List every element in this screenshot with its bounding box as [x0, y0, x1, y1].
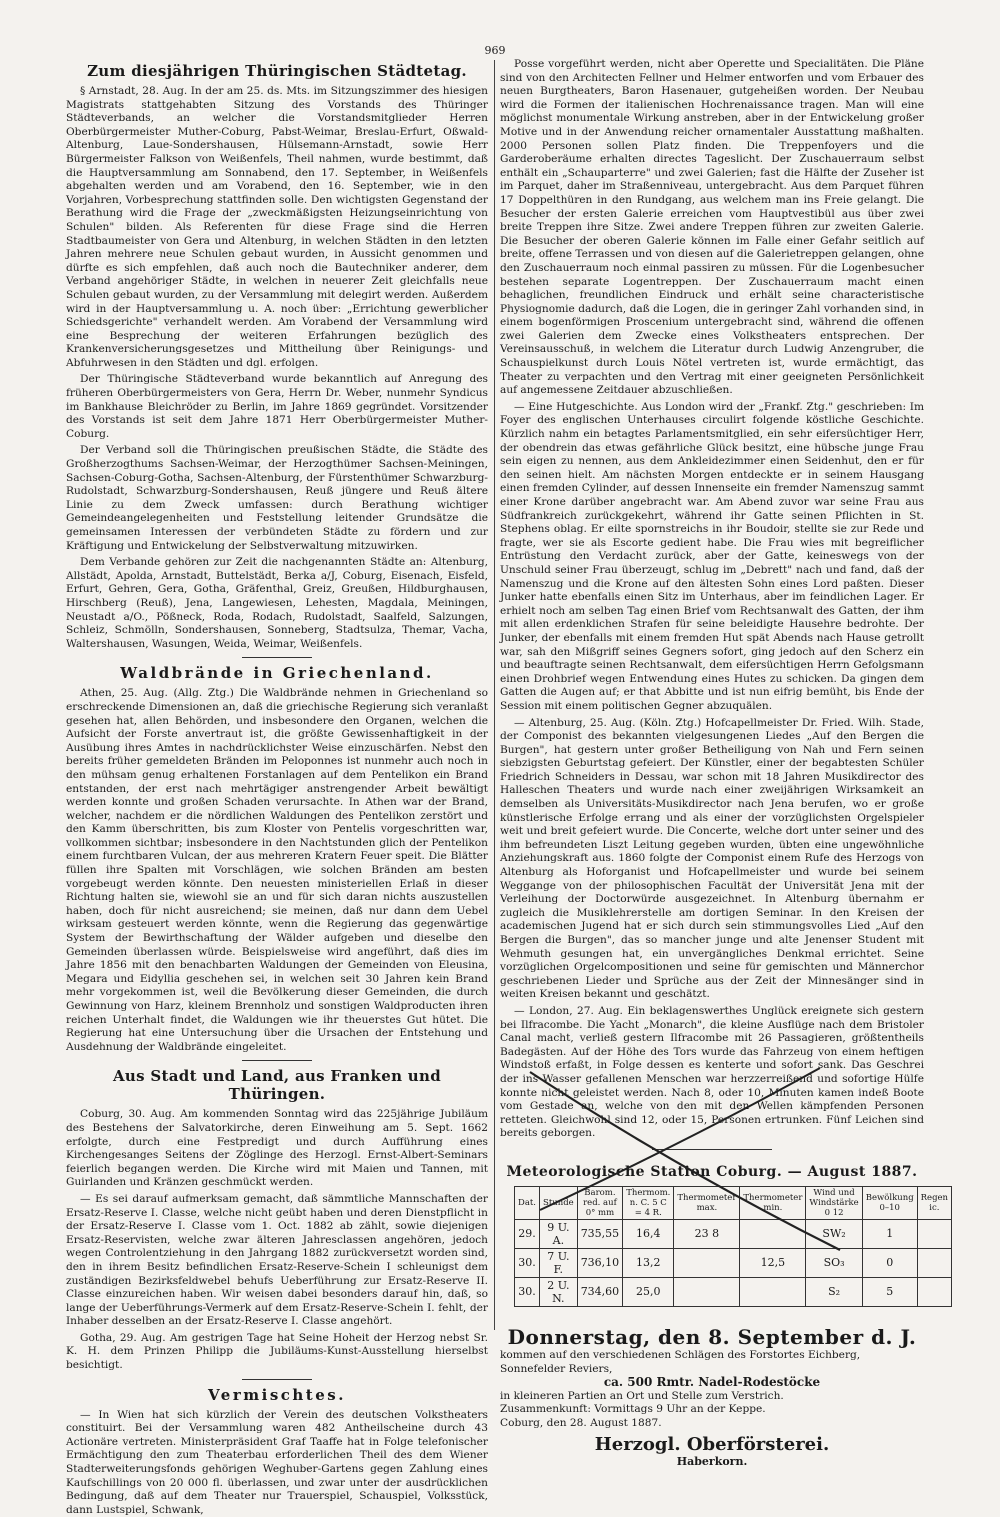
- section-vermischtes: [66, 1409, 488, 1517]
- meteo-cell: 1: [862, 1219, 917, 1248]
- meteo-header-cell: Dat.: [515, 1186, 540, 1219]
- meteo-header-cell: Regen ic.: [917, 1186, 951, 1219]
- paragraph: Der Verband soll die Thüringischen preußischen Städte, die Städte des Großherzogthums Sachsen-Weimar, der Herzogthümer Sachsen-Meiningen, Sachsen-Coburg-Gotha, Sachsen-Altenburg, der Fürstenthümer Schwarzburg-Rudolstadt, Schwarzburg-Sondershausen, Reuß jüngere und Reuß ältere Linie zu dem Zweck umfassen: durch Berathung wichtiger Gemeindeangelegenheiten und Feststellung leitender Grundsätze die gemeinsamen Interessen der verbündeten Städte zu fördern und zur Kräftigung und Entwickelung der Selbstverwaltung mitzuwirken.: [66, 444, 488, 552]
- ad-line: in kleineren Partien an Ort und Stelle zum Verstrich.: [500, 1389, 784, 1402]
- paragraph: § Arnstadt, 28. Aug. In der am 25. ds. Mts. im Sitzungszimmer des hiesigen Magistrats stattgehabten Sitzung des Vorstands des Thüringer Städteverbands, an welcher die Vorstandsmitglieder Herren Oberbürgermeister Muther-Coburg, Pabst-Weimar, Breslau-Erfurt, Oßwald-Altenburg, Laue-Sondershausen, Hülsemann-Arnstadt, sowie Herr Bürgermeister Falkson von Weißenfels, Theil nahmen, wurde bestimmt, daß die Hauptversammlung am Sonnabend, den 17. September, in Weißenfels abgehalten werden und am Vorabend, den 16. September, wie in den Vorjahren, Vorbesprechung stattfinden solle. Den wichtigsten Gegenstand der Berathung wird die Frage der „zweckmäßigsten Heizungseinrichtung von Schulen" bilden. Als Referenten für diese Frage sind die Herren Stadtbaumeister von Gera und Altenburg, in welchen Städten in den letzten Jahren mehrere neue Schulen gebaut wurden, in Aussicht genommen und dürfte es sich empfehlen, daß auch noch die Bautechniker anderer, dem Verband angehöriger Städte, in welchen in neuerer Zeit gleichfalls neue Schulen gebaut wurden, zu der Versammlung mit delegirt werden. Außerdem wird in der Hauptversammlung u. A. noch über: „Errichtung gewerblicher Schiedsgerichte" verhandelt werden. Am Vorabend der Versammlung wird eine Besprechung der weiteren Erfahrungen bezüglich des Krankenversicherungsgesetzes und Mittheilung über Reinigungs- und Abfuhrwesen in den Städten und dgl. erfolgen.: [66, 85, 488, 369]
- meteo-cell: SO₃: [806, 1248, 862, 1277]
- ad-signature: Herzogl. Oberförsterei.: [594, 1434, 830, 1456]
- meteo-body: [515, 1219, 952, 1306]
- meteo-cell: [917, 1219, 951, 1248]
- meteo-cell: 0: [862, 1248, 917, 1277]
- meteo-cell: 12,5: [740, 1248, 806, 1277]
- separator: [242, 657, 312, 658]
- meteo-row: [515, 1277, 952, 1306]
- meteo-cell: 7 U. F.: [540, 1248, 578, 1277]
- ad-date: Coburg, den 28. August 1887.: [500, 1416, 662, 1429]
- meteo-cell: 9 U. A.: [540, 1219, 578, 1248]
- meteo-header-cell: Barom. red. auf 0° mm: [577, 1186, 623, 1219]
- meteo-cell: 25,0: [623, 1277, 674, 1306]
- section-title-stadt-land: Aus Stadt und Land, aus Franken und Thüringen.: [112, 1067, 442, 1104]
- meteo-header-cell: Stunde: [540, 1186, 578, 1219]
- separator: [242, 1060, 312, 1061]
- separator: [242, 1379, 312, 1380]
- meteo-cell: 23 8: [674, 1219, 740, 1248]
- meteo-header-cell: Thermom. n. C. 5 C = 4 R.: [623, 1186, 674, 1219]
- meteo-cell: 5: [862, 1277, 917, 1306]
- column-divider: [494, 60, 495, 1330]
- ad-signer: Haberkorn.: [676, 1455, 748, 1469]
- section-continued: [500, 58, 924, 1141]
- meteo-cell: [740, 1277, 806, 1306]
- meteo-cell: [674, 1277, 740, 1306]
- meteo-header-cell: Thermometer max.: [674, 1186, 740, 1219]
- meteo-cell: 30.: [515, 1248, 540, 1277]
- paragraph: — Es sei darauf aufmerksam gemacht, daß sämmtliche Mannschaften der Ersatz-Reserve I. Classe, welche nicht geübt haben und deren Dienstpflicht in der Ersatz-Reserve I. Classe vom 1. Oct. 1882 ab zählt, sowie diejenigen Ersatz-Reservisten, welche zwar älteren Jahresclassen angehören, jedoch wegen Controlentziehung in den Jahrgang 1882 zurückversetzt worden sind, den in ihrem Besitz befindlichen Ersatz-Reserve-Schein I schleunigst dem zuständigen Bezirksfeldwebel behufs Ueberführung zur Ersatz-Reserve II. Classe einzureichen haben. Wir weisen dabei besonders darauf hin, daß, so lange der Ueberführungs-Vermerk auf dem Ersatz-Reserve-Schein I. fehlt, der Inhaber desselben an der Ersatz-Reserve I. Classe angehört.: [66, 1192, 488, 1328]
- section-waldbraende: [66, 687, 488, 1054]
- meteo-row: [515, 1219, 952, 1248]
- meteo-cell: [917, 1248, 951, 1277]
- right-column: [500, 58, 949, 1469]
- meteo-cell: 29.: [515, 1219, 540, 1248]
- meteo-cell: 736,10: [577, 1248, 623, 1277]
- ad-line: Zusammenkunft: Vormittags 9 Uhr an der Keppe.: [500, 1403, 766, 1416]
- section-stadt-land: [66, 1108, 488, 1372]
- paragraph: — Altenburg, 25. Aug. (Köln. Ztg.) Hofcapellmeister Dr. Fried. Wilh. Stade, der Componist des bekannten vielgesungenen Liedes „Auf den Bergen die Burgen", hat gestern unter großer Betheiligung von Nah und Fern seinen siebzigsten Geburtstag gefeiert. Der Künstler, einer der begabtesten Schüler Friedrich Schneiders in Dessau, war schon mit 18 Jahren Musikdirector des Halleschen Theaters und wurde nach einer zweijährigen Wirksamkeit an demselben als Universitäts-Musikdirector nach Jena berufen, wo er große künstlerische Erfolge errang und als einer der vorzüglichsten Orgelspieler weit und breit gefeiert wurde. Die Concerte, welche dort unter seiner und des ihm befreundeten Liszt Leitung gegeben wurden, übten eine ungewöhnliche Anziehungskraft aus. 1860 folgte der Componist einem Rufe des Herzogs von Altenburg als Hoforganist und Hofcapellmeister und wurde bei seinem Weggange von der philosophischen Facultät der Universität Jena mit der Verleihung der Doctorwürde ausgezeichnet. In Altenburg übernahm er zugleich die Musiklehrerstelle am dortigen Seminar. In den Kreisen der academischen Jugend hat er sich durch sein stimmungsvolles Lied „Auf den Bergen die Burgen", das so mancher junge und alte Jenenser Student mit Wehmuth gesungen hat, ein unvergängliches Denkmal errichtet. Seine vorzüglichen Orgelcompositionen und seine für gemischten und Männerchor geschriebenen Lieder und Sprüche aus der Zeit der Minnesänger sind in weiten Kreisen bekannt und geschätzt.: [500, 716, 924, 1001]
- paragraph: — London, 27. Aug. Ein beklagenswerthes Unglück ereignete sich gestern bei Ilfracombe. Die Yacht „Monarch", die kleine Ausflüge nach dem Bristoler Canal macht, verließ gestern Ilfracombe mit 26 Passagieren, größtentheils Badegästen. Auf der Höhe des Tors wurde das Fahrzeug von einem heftigen Windstoß erfaßt, in Folge dessen es kenterte und sofort sank. Das Geschrei der ins Wasser gefallenen Menschen war herzzerreißend und sofortige Hülfe konnte nicht geleistet werden. Nach 8, oder 10, Minuten kamen indeß Boote vom Gestade an, welche von den mit den Wellen kämpfenden Personen retteten. Gleichwohl sind 12, oder 15, Personen ertrunken. Fünf Leichen sind bereits geborgen.: [500, 1004, 924, 1140]
- section-title-vermischtes: Vermischtes.: [208, 1385, 346, 1404]
- page-number: 969: [484, 44, 506, 57]
- meteo-row: [515, 1248, 952, 1277]
- ad-offer: ca. 500 Rmtr. Nadel-Rodestöcke: [603, 1375, 821, 1390]
- ad-line: kommen auf den verschiedenen Schlägen des Forstortes Eichberg, Sonnefelder Reviers,: [500, 1348, 861, 1375]
- meteo-cell: 2 U. N.: [540, 1277, 578, 1306]
- meteo-table: [514, 1186, 952, 1307]
- advertisement: [500, 1325, 924, 1469]
- paragraph: — Eine Hutgeschichte. Aus London wird der „Frankf. Ztg." geschrieben: Im Foyer des englischen Unterhauses circulirt folgende köstliche Geschichte. Kürzlich nahm ein betagtes Parlamentsmitglied, ein sehr eifersüchtiger Herr, der obendrein das etwas gefährliche Glück besitzt, eine hübsche junge Frau sein eigen zu nennen, aus dem Ankleidezimmer einen Seidenhut, den er für den seinen hielt. Am nächsten Morgen entdeckte er in seinem Hausgang einen fremden Cylinder, auf dessen Innenseite ein fremder Namenszug sammt einer Krone darüber angebracht war. Am Abend zuvor war seine Frau aus Südfrankreich zurückgekehrt, während ihr Gatte seinen Pflichten in St. Stephens oblag. Er eilte spornstreichs in ihr Boudoir, stellte sie zur Rede und fragte, wer sie als Escorte gedient habe. Die Frau wies mit begreiflicher Entrüstung den Verdacht zurück, aber der Gatte, keineswegs von der Unschuld seiner Frau überzeugt, schlug im „Debrett" nach und fand, daß der Namenszug und die Krone auf den ältesten Sohn eines Lord paßten. Dieser Junker hatte ebenfalls einen Sitz im Unterhaus, aber im feindlichen Lager. Er erhielt noch am selben Tag einen Brief vom Rechtsanwalt des Gatten, der ihm mit allen erdenklichen Strafen für seine beleidigte Hausehre bedrohte. Der Junker, der ebenfalls mit einem fremden Hut spät Abends nach Hause getrollt war, sah den Mißgriff seines Gegners sofort, ging jedoch auf den Scherz ein und beauftragte seinen Rechtsanwalt, dem eifersüchtigen Herrn Gefolgsmann einen Drohbrief wegen Entwendung eines Hutes zu schicken. Da gingen dem Gatten die Augen auf; er that Abbitte und ist nun eifrig bemüht, bis Ende der Session mit einem politischen Gegner abzuquälen.: [500, 400, 924, 712]
- meteo-cell: [740, 1219, 806, 1248]
- meteo-header-cell: Thermometer min.: [740, 1186, 806, 1219]
- paragraph: Der Thüringische Städteverband wurde bekanntlich auf Anregung des früheren Oberbürgermeisters von Gera, Herrn Dr. Weber, nunmehr Syndicus im Bankhause Bleichröder zu Berlin, im Jahre 1869 gegründet. Vorsitzender des Vorstands ist seit dem Jahre 1871 Herr Oberbürgermeister Muther-Coburg.: [66, 373, 488, 440]
- separator: [652, 1149, 772, 1150]
- meteo-cell: [674, 1248, 740, 1277]
- left-column: [66, 58, 488, 1516]
- paragraph: Dem Verbande gehören zur Zeit die nachgenannten Städte an: Altenburg, Allstädt, Apolda, Arnstadt, Buttelstädt, Berka a/J, Coburg, Eisenach, Eisfeld, Erfurt, Gehren, Gera, Gotha, Gräfenthal, Greiz, Greußen, Hildburghausen, Hirschberg (Reuß), Jena, Langewiesen, Lehesten, Magdala, Meiningen, Neustadt a/O., Pößneck, Roda, Rodach, Rudolstadt, Saalfeld, Salzungen, Schleiz, Schmölln, Sondershausen, Sonneberg, Stadtsulza, Themar, Vacha, Waltershausen, Wasungen, Weida, Weimar, Weißenfels.: [66, 556, 488, 650]
- meteo-title: Meteorologische Station Coburg. — August 1887.: [506, 1163, 918, 1180]
- section-title-waldbraende: Waldbrände in Griechenland.: [120, 664, 434, 683]
- meteo-cell: [917, 1277, 951, 1306]
- meteo-header-row: [515, 1186, 952, 1219]
- meteo-cell: 30.: [515, 1277, 540, 1306]
- meteo-header-cell: Bewölkung 0–10: [862, 1186, 917, 1219]
- meteo-cell: 13,2: [623, 1248, 674, 1277]
- ad-headline: Donnerstag, den 8. September d. J.: [507, 1324, 917, 1349]
- paragraph: Posse vorgeführt werden, nicht aber Operette und Specialitäten. Die Pläne sind von den Architecten Fellner und Helmer entworfen und vom Erbauer des neuen Burgtheaters, Baron Hasenauer, gutgeheißen worden. Der Neubau wird die Formen der italienischen Hochrenaissance tragen. Man will eine möglichst monumentale Wirkung anstreben, aber in der Entwickelung großer Motive und in der Anwendung reicher ornamentaler Ausstattung maßhalten. 2000 Personen sollen Platz finden. Die Treppenfoyers und die Garderoberäume erhalten directes Tageslicht. Der Zuschauerraum selbst enthält ein „Schauparterre" und zwei Galerien; fast die Hälfte der Zuseher ist im Parquet, daher im Straßenniveau, untergebracht. Aus dem Parquet führen 17 Doppelthüren in den Rundgang, aus welchem man ins Freie gelangt. Die Besucher der ersten Galerie erreichen vom Hauptvestibül aus über zwei breite Treppen ihre Sitze. Zwei andere Treppen führen zur zweiten Galerie. Die Besucher der oberen Galerie können im Falle einer Gefahr seitlich auf breite, offene Terrassen und von diesen auf die Galerietreppen gelangen, ohne den Zuschauerraum noch einmal passiren zu müssen. Für die Logenbesucher bestehen separate Logentreppen. Der Zuschauerraum macht einen behaglichen, freundlichen Eindruck und erhält seine characteristische Physiognomie dadurch, daß die Logen, die in geringer Zahl vorhanden sind, in einem bogenförmigen Proscenium untergebracht sind, während die offenen zwei Galerien dem Zwecke eines Volkstheaters entsprechen. Der Vereinsausschuß, in welchem die Literatur durch Ludwig Anzengruber, die Schauspielkunst durch Louis Nötel vertreten ist, wurde ermächtigt, das Theater zu verpachten und den Vertrag mit einer geeigneten Persönlichkeit auf angemessene Zeitdauer abzuschließen.: [500, 58, 924, 397]
- meteo-cell: 735,55: [577, 1219, 623, 1248]
- paragraph: Gotha, 29. Aug. Am gestrigen Tage hat Seine Hoheit der Herzog nebst Sr. K. H. dem Prinzen Philipp die Jubiläums-Kunst-Ausstellung hierselbst besichtigt.: [66, 1331, 488, 1372]
- newspaper-page: [66, 40, 949, 1516]
- paragraph: Athen, 25. Aug. (Allg. Ztg.) Die Waldbrände nehmen in Griechenland so erschreckende Dimensionen an, daß die griechische Regierung sich veranlaßt gesehen hat, allen Behörden, und insbesondere den Organen, welchen die Aufsicht der Forste anvertraut ist, die größte Gewissenhaftigkeit in der Ausübung ihres Amtes in nachdrücklichster Weise einzuschärfen. Nebst den bereits früher gemeldeten Bränden im Peloponnes ist nunmehr auch noch in den mühsam genug erhaltenen Forstanlagen auf dem Pentelikon ein Brand entstanden, der erst nach mehrtägiger anstrengender Arbeit bewältigt werden konnte und großen Schaden verursachte. In Athen war der Brand, welcher, nachdem er die nördlichen Waldungen des Pentelikon zerstört und den Kamm überschritten, bis zum Kloster von Pentelis vorgeschritten war, vollkommen sichtbar; insbesondere in den Nachtstunden glich der Pentelikon einem furchtbaren Vulcan, der aus mehreren Kratern Feuer speit. Die Blätter füllen ihre Spalten mit Vorschlägen, wie solchen Bränden am besten vorgebeugt werden könnte. Den neuesten ministeriellen Erlaß in dieser Richtung halten sie, wiewohl sie an und für sich daran nichts auszustellen haben, doch für nicht ausreichend; sie meinen, daß nur dann dem Uebel wirksam gesteuert werden könnte, wenn die Regierung das gegenwärtige System der Bewirthschaftung der Wälder aufgeben und dieselbe den Gemeinden überlassen würde. Beispielsweise wird angeführt, daß dies im Jahre 1856 mit den benachbarten Waldungen der Gemeinden von Eleusina, Megara und Eidyllia geschehen sei, in welchen seit 30 Jahren kein Brand mehr vorgekommen ist, weil die Bevölkerung dieser Gemeinden, die durch Gewinnung von Harz, kleinem Brennholz und sonstigen Waldproducten ihren reichen Unterhalt findet, die Waldungen wie ihr theuerstes Gut hütet. Die Regierung hat eine Untersuchung über die Ursachen der Entstehung und Ausdehnung der Waldbrände eingeleitet.: [66, 687, 488, 1053]
- section-staedtetag: [66, 85, 488, 651]
- meteo-cell: 16,4: [623, 1219, 674, 1248]
- meteo-header-cell: Wind und Windstärke 0 12: [806, 1186, 862, 1219]
- meteo-cell: SW₂: [806, 1219, 862, 1248]
- section-title-staedtetag: Zum diesjährigen Thüringischen Städtetag.: [87, 62, 467, 80]
- meteo-cell: S₂: [806, 1277, 862, 1306]
- meteo-cell: 734,60: [577, 1277, 623, 1306]
- paragraph: — In Wien hat sich kürzlich der Verein des deutschen Volkstheaters constituirt. Bei der Versammlung waren 482 Antheilscheine durch 43 Actionäre vertreten. Ministerpräsident Graf Taaffe hat in Folge telefonischer Ermächtigung den zum Theaterbau erforderlichen Theil des dem Wiener Stadterweiterungsfonds gehörigen Weghuber-Gartens gegen Zahlung eines Kaufschillings von 20 000 fl. überlassen, und zwar unter der ausdrücklichen Bedingung, daß auf dem Theater nur Trauerspiel, Schauspiel, Volksstück, dann Lustspiel, Schwank,: [66, 1408, 488, 1516]
- paragraph: Coburg, 30. Aug. Am kommenden Sonntag wird das 225jährige Jubiläum des Bestehens der Salvatorkirche, deren Einweihung am 5. Sept. 1662 erfolgte, durch eine Festpredigt und durch Aufführung eines Kirchengesanges Seitens der Zöglinge des Herzogl. Ernst-Albert-Seminars feierlich begangen werden. Die Kirche wird mit Maien und Tannen, mit Guirlanden und Kränzen geschmückt werden.: [66, 1108, 488, 1189]
